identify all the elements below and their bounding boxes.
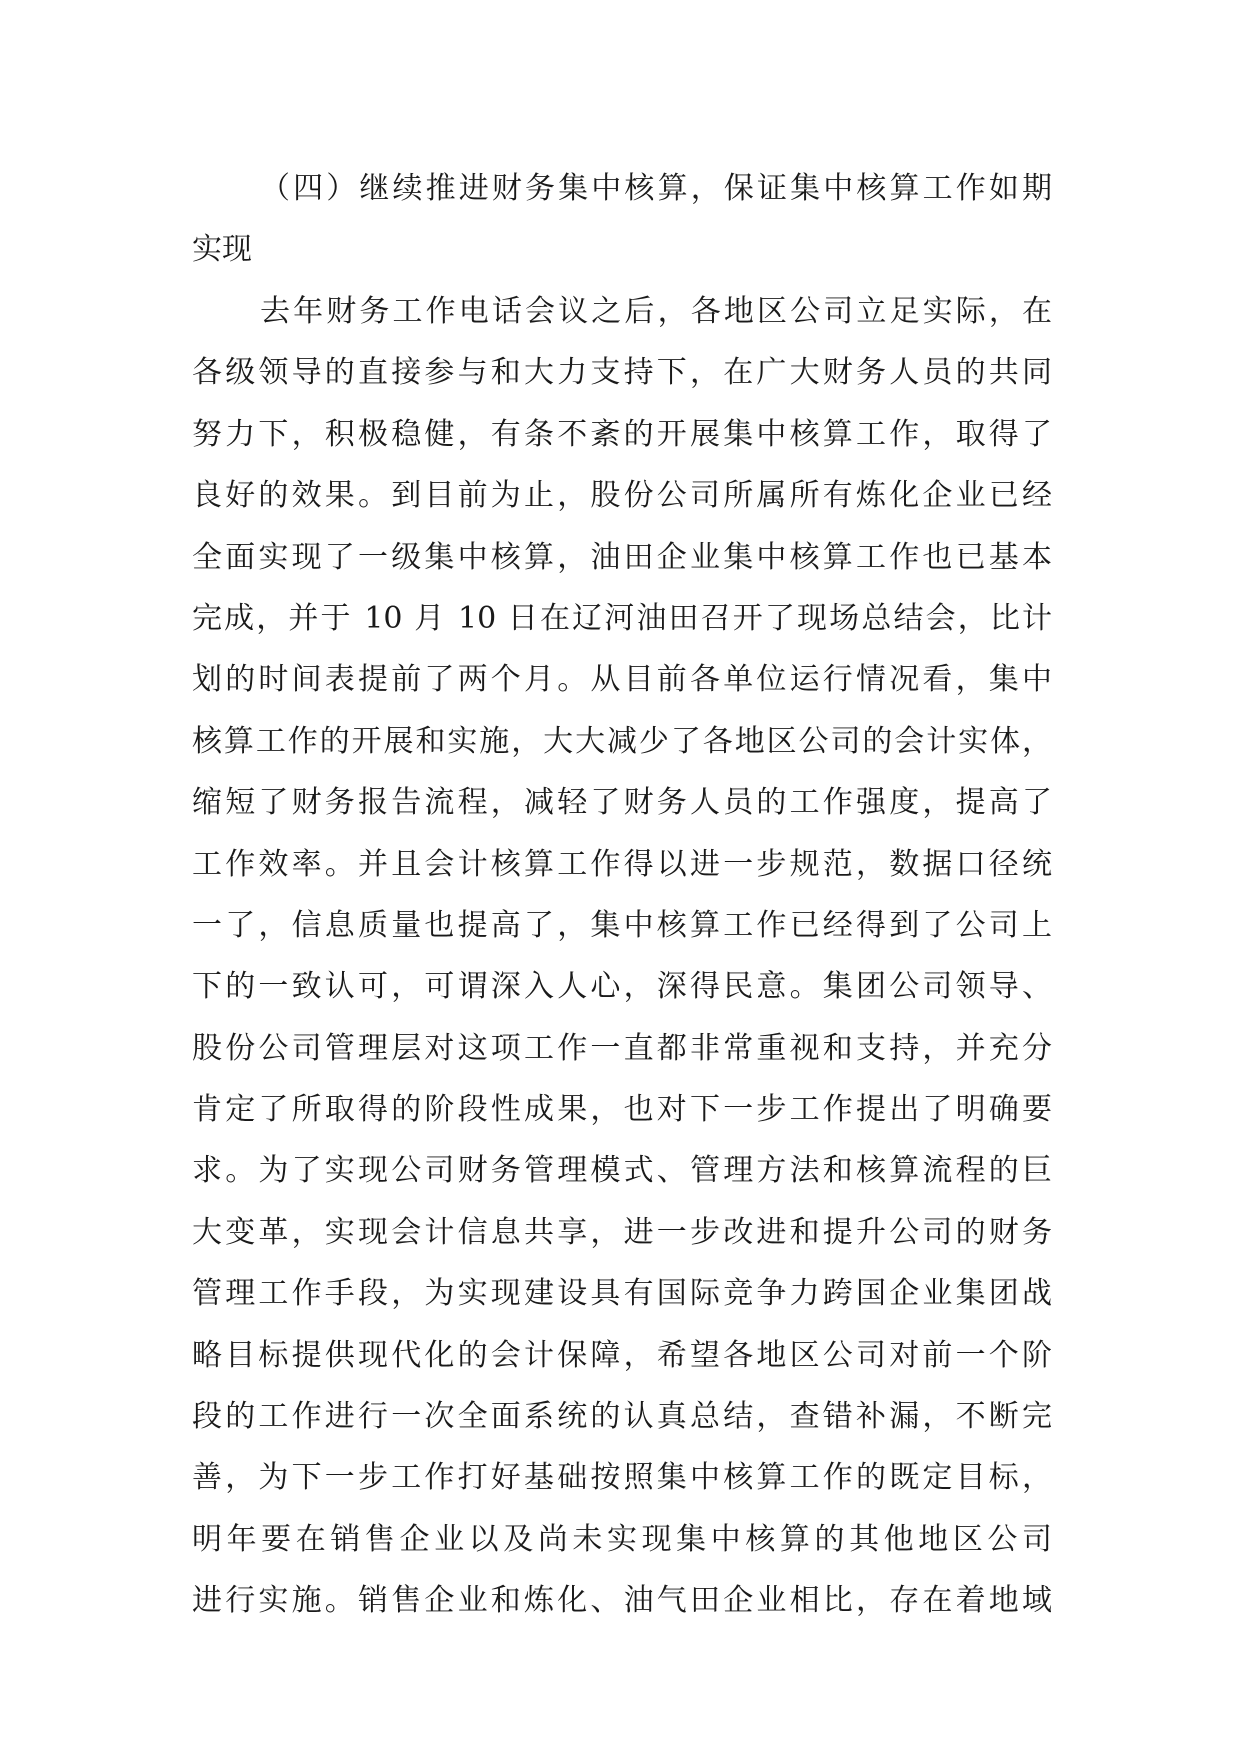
paragraph-line: 管理工作手段，为实现建设具有国际竞争力跨国企业集团战 (192, 1276, 1052, 1312)
paragraph-line: 明年要在销售企业以及尚未实现集中核算的其他地区公司 (192, 1521, 1052, 1557)
paragraph-line: 去年财务工作电话会议之后，各地区公司立足实际，在 (260, 294, 1052, 329)
paragraph-line: 求。为了实现公司财务管理模式、管理方法和核算流程的巨 (192, 1153, 1052, 1189)
paragraph-line: 划的时间表提前了两个月。从目前各单位运行情况看，集中 (192, 662, 1052, 698)
paragraph-line: 全面实现了一级集中核算，油田企业集中核算工作也已基本 (192, 539, 1052, 575)
section-heading (192, 158, 1052, 281)
paragraph-line: 缩短了财务报告流程，减轻了财务人员的工作强度，提高了 (192, 785, 1052, 821)
paragraph-line: 股份公司管理层对这项工作一直都非常重视和支持，并充分 (192, 1030, 1052, 1066)
heading-line: 实现 (192, 232, 252, 268)
paragraph-line: 各级领导的直接参与和大力支持下，在广大财务人员的共同 (192, 355, 1052, 391)
paragraph-line: 善，为下一步工作打好基础按照集中核算工作的既定目标， (192, 1460, 1052, 1496)
paragraph-line: 良好的效果。到目前为止，股份公司所属所有炼化企业已经 (192, 478, 1052, 514)
paragraph-line: 肯定了所取得的阶段性成果，也对下一步工作提出了明确要 (192, 1092, 1052, 1128)
paragraph-line: 大变革，实现会计信息共享，进一步改进和提升公司的财务 (192, 1214, 1052, 1250)
body-paragraph (192, 281, 1052, 1632)
paragraph-line: 段的工作进行一次全面系统的认真总结，查错补漏，不断完 (192, 1399, 1052, 1435)
paragraph-line: 核算工作的开展和实施，大大减少了各地区公司的会计实体， (192, 723, 1052, 759)
paragraph-line: 下的一致认可，可谓深入人心，深得民意。集团公司领导、 (192, 969, 1052, 1005)
paragraph-line: 工作效率。并且会计核算工作得以进一步规范，数据口径统 (192, 846, 1052, 882)
paragraph-line: 完成，并于 10 月 10 日在辽河油田召开了现场总结会，比计 (192, 600, 1052, 636)
paragraph-line: 努力下，积极稳健，有条不紊的开展集中核算工作，取得了 (192, 416, 1052, 452)
paragraph-line: 略目标提供现代化的会计保障，希望各地区公司对前一个阶 (192, 1337, 1052, 1373)
paragraph-line: 进行实施。销售企业和炼化、油气田企业相比，存在着地域 (192, 1583, 1052, 1619)
paragraph-line: 一了，信息质量也提高了，集中核算工作已经得到了公司上 (192, 907, 1052, 943)
heading-line: （四）继续推进财务集中核算，保证集中核算工作如期 (260, 171, 1052, 206)
